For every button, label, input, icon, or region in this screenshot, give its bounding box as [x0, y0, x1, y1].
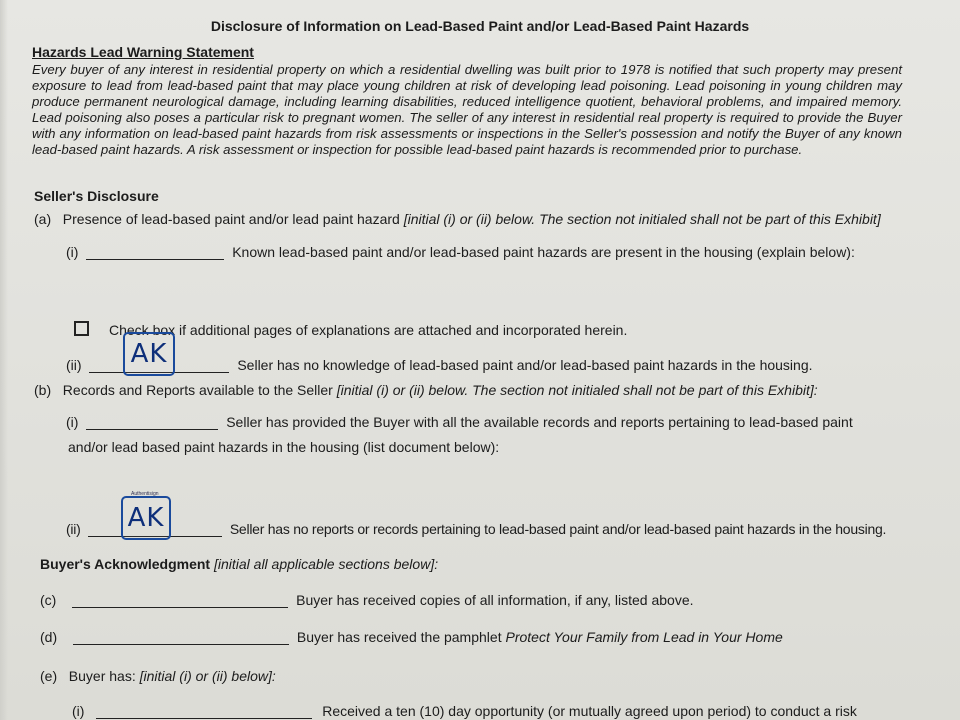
section-a-text: Presence of lead-based paint and/or lead paint hazard [62, 211, 400, 227]
section-b-ii-text: Seller has no reports or records pertaining to lead-based paint and/or lead-based paint hazards in the housing. [229, 521, 887, 537]
initial-field-a-i[interactable] [86, 245, 224, 260]
section-a-i-text: Known lead-based paint and/or lead-based paint hazards are present in the housing (explain below): [232, 244, 855, 260]
section-a-ii-label: (ii) [66, 357, 82, 373]
section-e [40, 668, 276, 684]
section-a-i [66, 244, 855, 260]
page-edge-shadow [0, 0, 8, 720]
section-c-text: Buyer has received copies of all information, if any, listed above. [296, 592, 694, 608]
section-a-i-label: (i) [66, 244, 79, 260]
section-b-i-text-cont: and/or lead based paint hazards in the housing (list document below): [68, 439, 500, 455]
section-b-i-label: (i) [66, 414, 79, 430]
section-e-label: (e) [40, 668, 58, 684]
section-c [40, 592, 694, 608]
section-e-note: [initial (i) or (ii) below]: [139, 668, 276, 684]
section-b-i-text: Seller has provided the Buyer with all the available records and reports pertaining to lead-based paint [226, 414, 853, 430]
initial-field-c[interactable] [72, 593, 288, 608]
buyer-acknowledgment [40, 556, 438, 572]
section-e-i-label: (i) [72, 703, 85, 719]
initial-field-d[interactable] [73, 630, 289, 645]
buyer-acknowledgment-heading: Buyer's Acknowledgment [40, 556, 211, 572]
section-d-text: Buyer has received the pamphlet [296, 629, 502, 645]
section-b-ii [66, 521, 886, 537]
section-a [34, 211, 881, 227]
seller-disclosure-heading: Seller's Disclosure [34, 188, 159, 204]
buyer-acknowledgment-note: [initial all applicable sections below]: [213, 556, 439, 572]
authentisign-stamp: Authentisign [131, 491, 159, 497]
section-b-text: Records and Reports available to the Seller [62, 382, 333, 398]
additional-pages-checkbox[interactable] [74, 321, 89, 336]
section-b [34, 382, 818, 398]
section-e-i [72, 703, 857, 719]
additional-pages-label: Check box if additional pages of explanations are attached and incorporated herein. [109, 322, 628, 338]
seller-initials-a-ii[interactable]: AK [123, 332, 175, 376]
warning-statement: Every buyer of any interest in residential property on which a residential dwelling was built prior to 1978 is notified that such property may present exposure to lead from lead-based paint that may place young children at risk of developing lead poisoning. Lead poisoning in young children may produce permanent neurological damage, including learning disabilities, reduced intelligence quotient, behavioral problems, and impaired memory. Lead poisoning also poses a particular risk to pregnant women. The seller of any interest in residential real property is required to provide the Buyer with any information on lead-based paint hazards from risk assessments or inspections in the Seller's possession and notify the Buyer of any known lead-based paint hazards. A risk assessment or inspection for possible lead-based paint hazards is recommended prior to purchase. [32, 62, 902, 157]
initial-field-e-i[interactable] [96, 704, 312, 719]
section-a-ii-text: Seller has no knowledge of lead-based paint and/or lead-based paint hazards in the housing. [237, 357, 813, 373]
section-a-ii [66, 357, 813, 373]
section-b-note: [initial (i) or (ii) below. The section not initialed shall not be part of this Exhibit]: [336, 382, 818, 398]
seller-initials-b-ii[interactable] [121, 496, 171, 540]
section-a-label: (a) [34, 211, 52, 227]
section-b-i [66, 414, 853, 430]
section-d-label: (d) [40, 629, 58, 645]
section-e-i-text: Received a ten (10) day opportunity (or mutually agreed upon period) to conduct a risk [322, 703, 857, 719]
warning-heading: Hazards Lead Warning Statement [32, 44, 254, 60]
section-b-ii-label: (ii) [66, 521, 81, 537]
section-d-pamphlet: Protect Your Family from Lead in Your Home [505, 629, 783, 645]
section-c-label: (c) [40, 592, 57, 608]
initial-field-b-i[interactable] [86, 415, 218, 430]
section-d [40, 629, 783, 645]
section-a-note: [initial (i) or (ii) below. The section not initialed shall not be part of this Exhibit] [403, 211, 881, 227]
section-b-label: (b) [34, 382, 52, 398]
seller-initials-b-ii-text: AK [127, 503, 165, 533]
document-title: Disclosure of Information on Lead-Based Paint and/or Lead-Based Paint Hazards [210, 18, 750, 34]
section-e-text: Buyer has: [68, 668, 136, 684]
